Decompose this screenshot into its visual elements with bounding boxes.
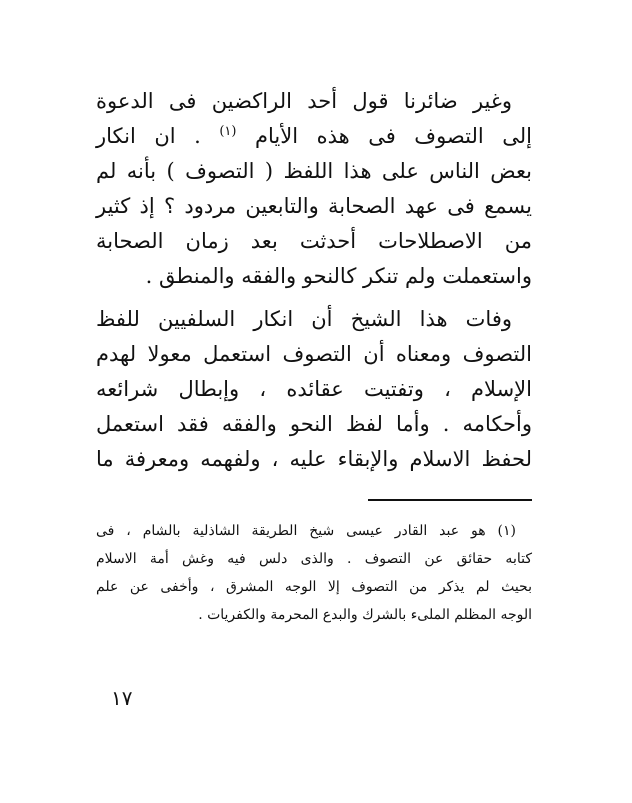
paragraph-1-line-2-tail: . ان انكار bbox=[96, 124, 201, 148]
footnote-line-3: بحيث لم يذكر من التصوف إلا الوجه المشرق ، وأخفى عن علم bbox=[96, 579, 532, 595]
paragraph-1-line-2 bbox=[96, 119, 532, 154]
paragraph-1-line-5: من الاصطلاحات أحدثت بعد زمان الصحابة bbox=[96, 229, 532, 253]
paragraph-2-line-3: الإسلام ، وتفتيت عقائده ، وإبطال شرائعه bbox=[96, 377, 532, 401]
footnote-marker: (١) bbox=[219, 124, 237, 139]
footnote-line-1: (١) هو عبد القادر عيسى شيخ الطريقة الشاذلية بالشام ، فى bbox=[96, 523, 516, 539]
paragraph-2-line-1: وفات هذا الشيخ أن انكار السلفيين للفظ bbox=[96, 307, 512, 331]
footnote bbox=[96, 517, 532, 629]
paragraph-2-line-5: لحفظ الاسلام والإبقاء عليه ، ولفهمه ومعرفة ما bbox=[96, 447, 532, 471]
paragraph-1-line-3: بعض الناس على هذا اللفظ ( التصوف ) بأنه لم bbox=[96, 159, 532, 183]
paragraph-1-line-1: وغير ضائرنا قول أحد الراكضين فى الدعوة bbox=[96, 89, 512, 113]
footnote-line-4: الوجه المظلم الملىء بالشرك والبدع المحرمة والكفريات . bbox=[198, 607, 532, 623]
page-number: ١٧ bbox=[111, 686, 133, 710]
paragraph-1-line-4: يسمع فى عهد الصحابة والتابعين مردود ؟ إذ كثير bbox=[96, 194, 532, 218]
paragraph-1-line-6: واستعملت ولم تنكر كالنحو والفقه والمنطق . bbox=[145, 264, 532, 288]
footnote-line-2: كتابه حقائق عن التصوف . والذى دلس فيه وغش أمة الاسلام bbox=[96, 551, 532, 567]
paragraph-2-line-2: التصوف ومعناه أن التصوف استعمل معولا لهدم bbox=[96, 342, 532, 366]
paragraph-1-line-2-text: إلى التصوف فى هذه الأيام bbox=[255, 124, 532, 148]
paragraph-gap bbox=[96, 294, 532, 302]
footnote-separator bbox=[368, 499, 532, 501]
main-text bbox=[96, 84, 532, 477]
paragraph-2-line-4: وأحكامه . وأما لفظ النحو والفقه فقد استعمل bbox=[96, 412, 532, 436]
